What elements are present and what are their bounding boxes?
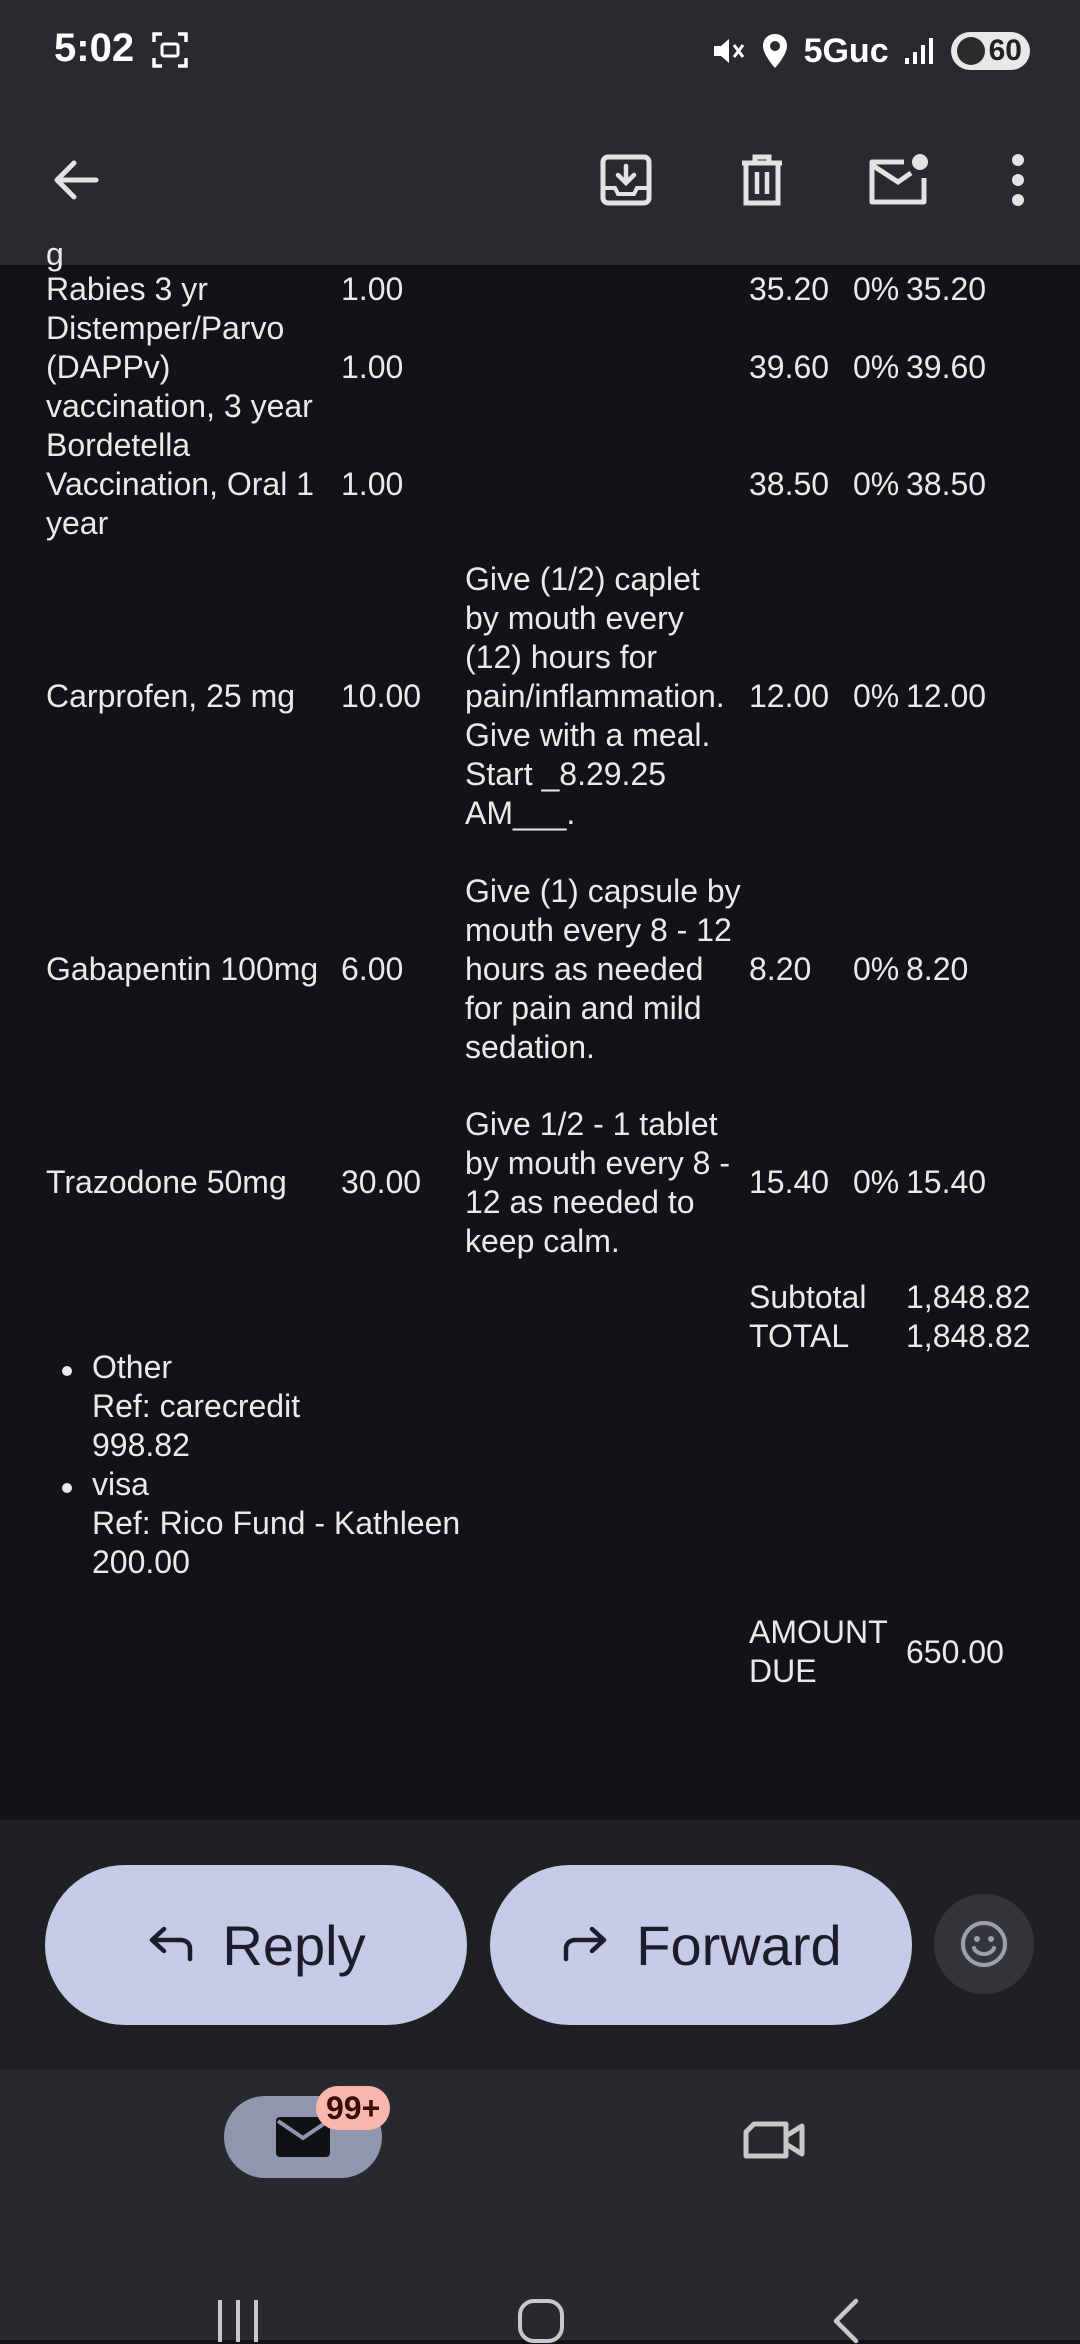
archive-icon: [598, 152, 654, 208]
amount-due-value: 650.00: [906, 1634, 1004, 1670]
reply-button[interactable]: [45, 1865, 467, 2025]
payment-method: Other: [92, 1349, 173, 1385]
location-icon: [760, 32, 790, 70]
unread-count-badge: 99+: [316, 2086, 390, 2130]
battery-level: 60: [988, 34, 1022, 67]
network-type: 5Guc: [803, 31, 889, 70]
status-bar: [0, 0, 1080, 100]
video-icon: [740, 2104, 810, 2174]
item-price: 12.00: [749, 678, 830, 714]
item-name: Vaccination, Oral 1: [46, 466, 314, 502]
emoji-reaction-button[interactable]: [934, 1894, 1034, 1994]
amount-due-label: AMOUNT: [749, 1614, 888, 1650]
item-total: 8.20: [906, 951, 969, 987]
email-toolbar: [0, 100, 1080, 265]
item-tax: 0%: [853, 1164, 900, 1200]
mute-icon: [710, 33, 746, 69]
nav-meet-tab[interactable]: [740, 2104, 810, 2174]
item-total: 12.00: [906, 678, 987, 714]
recent-apps-icon[interactable]: [214, 2298, 264, 2344]
emoji-icon: [959, 1919, 1009, 1969]
payment-method: visa: [92, 1466, 149, 1502]
item-note: Give (1/2) caplet: [465, 561, 700, 597]
more-vert-icon: [1008, 152, 1028, 208]
reply-actions-bar: [0, 1820, 1080, 2070]
item-note: keep calm.: [465, 1223, 620, 1259]
item-qty: 1.00: [341, 349, 404, 385]
bullet: [62, 1483, 72, 1493]
delete-button[interactable]: [722, 140, 802, 220]
item-name: Trazodone 50mg: [46, 1164, 287, 1200]
payment-amount: 998.82: [92, 1427, 190, 1463]
mark-unread-button[interactable]: [858, 140, 938, 220]
bullet: [62, 1366, 72, 1376]
item-name: Distemper/Parvo: [46, 310, 285, 346]
signal-icon: [903, 36, 937, 66]
item-note: 12 as needed to: [465, 1184, 695, 1220]
email-body: [0, 236, 1080, 1820]
partial-line: g: [46, 236, 64, 272]
item-note: (12) hours for: [465, 639, 658, 675]
item-total: 15.40: [906, 1164, 987, 1200]
item-note: Give 1/2 - 1 tablet: [465, 1106, 718, 1142]
reply-arrow-icon: [146, 1925, 196, 1965]
item-note: pain/inflammation.: [465, 678, 725, 714]
more-options-button[interactable]: [978, 140, 1058, 220]
bottom-navigation: [0, 2070, 1080, 2340]
item-price: 8.20: [749, 951, 812, 987]
item-name: Rabies 3 yr: [46, 271, 208, 307]
battery-indicator: [951, 32, 1030, 70]
item-name: (DAPPv): [46, 349, 171, 385]
item-total: 38.50: [906, 466, 987, 502]
status-time: 5:02: [54, 26, 135, 70]
system-back-icon[interactable]: [826, 2298, 866, 2344]
item-tax: 0%: [853, 349, 900, 385]
item-tax: 0%: [853, 466, 900, 502]
subtotal-label: Subtotal: [749, 1279, 867, 1315]
forward-label: Forward: [636, 1913, 842, 1977]
status-indicators: [710, 28, 1030, 74]
screenshot-icon: [150, 30, 190, 70]
mark-unread-icon: [866, 152, 930, 208]
item-note: AM___.: [465, 795, 576, 831]
item-note: Give with a meal.: [465, 717, 711, 753]
item-note: by mouth every 8 -: [465, 1145, 730, 1181]
payment-ref: Ref: carecredit: [92, 1388, 301, 1424]
item-name: year: [46, 505, 109, 541]
item-qty: 6.00: [341, 951, 404, 987]
item-note: Give (1) capsule by: [465, 873, 741, 909]
payment-ref: Ref: Rico Fund - Kathleen: [92, 1505, 461, 1541]
total-value: 1,848.82: [906, 1318, 1031, 1354]
total-label: TOTAL: [749, 1318, 850, 1354]
item-name: Carprofen, 25 mg: [46, 678, 296, 714]
item-price: 39.60: [749, 349, 830, 385]
item-note: by mouth every: [465, 600, 684, 636]
subtotal-value: 1,848.82: [906, 1279, 1031, 1315]
forward-arrow-icon: [560, 1925, 610, 1965]
item-qty: 10.00: [341, 678, 422, 714]
back-button[interactable]: [36, 140, 116, 220]
item-qty: 1.00: [341, 271, 404, 307]
item-tax: 0%: [853, 678, 900, 714]
item-name: Gabapentin 100mg: [46, 951, 319, 987]
trash-icon: [734, 152, 790, 208]
item-tax: 0%: [853, 951, 900, 987]
item-qty: 30.00: [341, 1164, 422, 1200]
item-note: sedation.: [465, 1029, 595, 1065]
amount-due-label: DUE: [749, 1653, 817, 1689]
home-icon[interactable]: [516, 2298, 566, 2344]
reply-label: Reply: [222, 1913, 366, 1977]
item-price: 15.40: [749, 1164, 830, 1200]
item-note: mouth every 8 - 12: [465, 912, 732, 948]
item-price: 38.50: [749, 466, 830, 502]
item-total: 39.60: [906, 349, 987, 385]
item-note: hours as needed: [465, 951, 704, 987]
item-price: 35.20: [749, 271, 830, 307]
forward-button[interactable]: [490, 1865, 912, 2025]
archive-button[interactable]: [586, 140, 666, 220]
item-note: Start _8.29.25: [465, 756, 667, 792]
battery-saver-icon: [957, 37, 985, 65]
item-note: for pain and mild: [465, 990, 702, 1026]
item-tax: 0%: [853, 271, 900, 307]
item-total: 35.20: [906, 271, 987, 307]
item-name: vaccination, 3 year: [46, 388, 313, 424]
item-qty: 1.00: [341, 466, 404, 502]
item-name: Bordetella: [46, 427, 191, 463]
payment-amount: 200.00: [92, 1544, 190, 1580]
arrow-left-icon: [48, 152, 104, 208]
